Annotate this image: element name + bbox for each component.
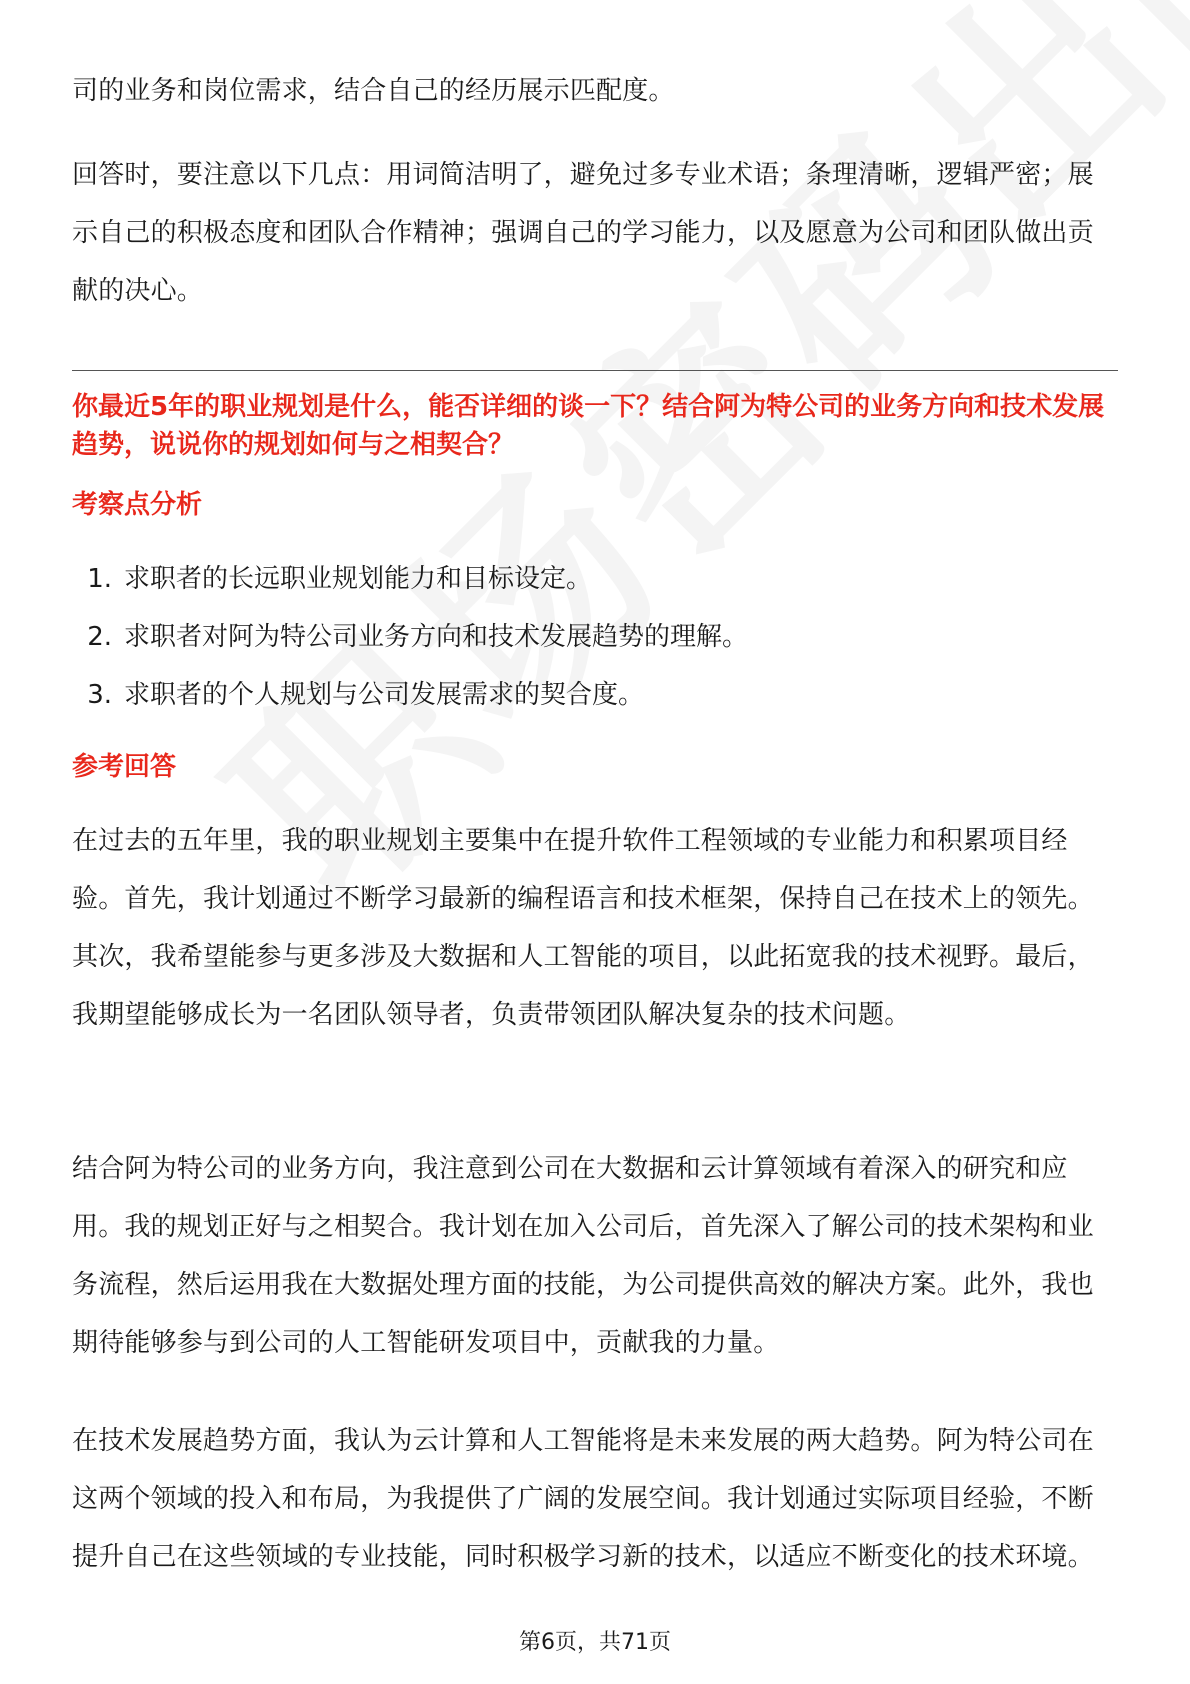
list-item <box>72 550 1118 608</box>
list-item <box>72 666 1118 724</box>
answer-paragraph: 在技术发展趋势方面，我认为云计算和人工智能将是未来发展的两大趋势。阿为特公司在这两个领域的投入和布局，为我提供了广阔的发展空间。我计划通过实际项目经验，不断提升自己在这些领域的专业技能，同时积极学习新的技术，以适应不断变化的技术环境。 <box>72 1426 1094 1572</box>
list-item-number: 1. <box>87 564 112 594</box>
list-item-text: 求职者对阿为特公司业务方向和技术发展趋势的理解。 <box>124 622 749 652</box>
list-item <box>72 608 1118 666</box>
watermark-text <box>150 0 1162 954</box>
intro-paragraph-tail: 司的业务和岗位需求，结合自己的经历展示匹配度。 <box>72 76 675 106</box>
tips-paragraph: 回答时，要注意以下几点：用词简洁明了，避免过多专业术语；条理清晰，逻辑严密；展示自己的积极态度和团队合作精神；强调自己的学习能力，以及愿意为公司和团队做出贡献的决心。 <box>72 160 1094 306</box>
list-item-number: 3. <box>87 680 112 710</box>
list-item-text: 求职者的长远职业规划能力和目标设定。 <box>124 564 593 594</box>
interview-question: 你最近5年的职业规划是什么，能否详细的谈一下？结合阿为特公司的业务方向和技术发展趋势，说说你的规划如何与之相契合？ <box>72 392 1105 460</box>
page-number-footer: 第6页，共71页 <box>519 1630 671 1655</box>
answer-paragraph: 结合阿为特公司的业务方向，我注意到公司在大数据和云计算领域有着深入的研究和应用。我的规划正好与之相契合。我计划在加入公司后，首先深入了解公司的技术架构和业务流程，然后运用我在大数据处理方面的技能，为公司提供高效的解决方案。此外，我也期待能够参与到公司的人工智能研发项目中，贡献我的力量。 <box>72 1154 1094 1358</box>
list-item-number: 2. <box>87 622 112 652</box>
analysis-points-list <box>72 550 1118 724</box>
analysis-heading: 考察点分析 <box>72 490 203 520</box>
answer-paragraph: 在过去的五年里，我的职业规划主要集中在提升软件工程领域的专业能力和积累项目经验。首先，我计划通过不断学习最新的编程语言和技术框架，保持自己在技术上的领先。其次，我希望能参与更多涉及大数据和人工智能的项目，以此拓宽我的技术视野。最后，我期望能够成长为一名团队领导者，负责带领团队解决复杂的技术问题。 <box>72 826 1094 1030</box>
section-divider <box>72 370 1118 371</box>
answer-heading: 参考回答 <box>72 752 177 782</box>
list-item-text: 求职者的个人规划与公司发展需求的契合度。 <box>124 680 645 710</box>
